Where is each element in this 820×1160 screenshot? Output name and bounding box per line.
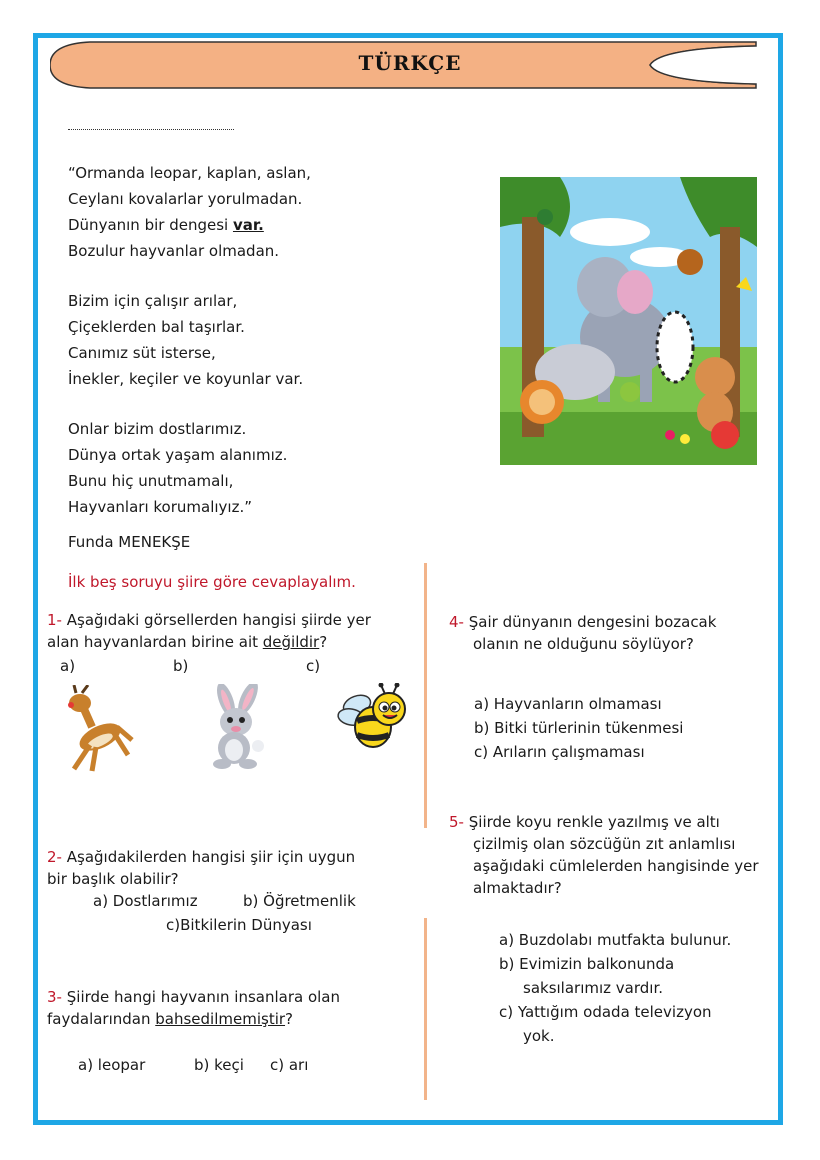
question-number: 3- — [47, 988, 62, 1006]
question-4-options — [474, 692, 683, 764]
poem-stanza-3 — [68, 416, 311, 520]
poem-line: Hayvanları korumalıyız.” — [68, 498, 252, 516]
page-title: TÜRKÇE — [358, 51, 462, 75]
option-b: b) Bitki türlerinin tükenmesi — [474, 719, 684, 737]
poem-line: “Ormanda leopar, kaplan, aslan, — [68, 164, 311, 182]
option-c: c) arı — [270, 1056, 309, 1074]
question-text: Aşağıdakilerden hangisi şiir için uygun — [66, 848, 356, 866]
question-text: ? — [319, 633, 328, 651]
poem-line: Bizim için çalışır arılar, — [68, 292, 238, 310]
poem — [68, 160, 311, 544]
option-b: b) Evimizin balkonunda — [499, 955, 675, 973]
question-number: 2- — [47, 848, 62, 866]
column-divider — [424, 918, 427, 1100]
underlined-word: bahsedilmemiştir — [155, 1010, 286, 1028]
question-text: alan hayvanlardan birine ait — [47, 633, 263, 651]
option-a: a) Hayvanların olmaması — [474, 695, 662, 713]
jungle-animals-illustration — [500, 177, 757, 465]
poem-stanza-2 — [68, 288, 311, 392]
option-a: a) Dostlarımız — [93, 892, 198, 910]
option-a: a) leopar — [78, 1056, 146, 1074]
poem-line: Canımız süt isterse, — [68, 344, 216, 362]
question-5 — [449, 811, 779, 899]
question-text: Aşağıdaki görsellerden hangisi şiirde yer — [66, 611, 371, 629]
poem-line: Çiçeklerden bal taşırlar. — [68, 318, 245, 336]
deer-image — [62, 685, 134, 773]
question-number: 1- — [47, 611, 62, 629]
question-text: bir başlık olabilir? — [47, 870, 179, 888]
poem-line: Bunu hiç unutmamalı, — [68, 472, 234, 490]
question-5-options — [499, 928, 731, 1048]
option-c-label: c) — [306, 657, 321, 675]
poem-line: Onlar bizim dostlarımız. — [68, 420, 247, 438]
poem-line: İnekler, keçiler ve koyunlar var. — [68, 370, 304, 388]
question-text: Şair dünyanın dengesini bozacak — [468, 613, 717, 631]
option-c-continued: yok. — [523, 1027, 555, 1045]
rabbit-image — [200, 684, 270, 770]
option-a: a) Buzdolabı mutfakta bulunur. — [499, 931, 732, 949]
question-text: çizilmiş olan sözcüğün zıt anlamlısı — [473, 835, 736, 853]
highlighted-word: var. — [232, 216, 264, 234]
question-text: Şiirde hangi hayvanın insanlara olan — [66, 988, 341, 1006]
poem-line: Dünya ortak yaşam alanımız. — [68, 446, 288, 464]
bee-image — [335, 683, 409, 753]
question-text: faydalarından — [47, 1010, 156, 1028]
column-divider — [424, 563, 427, 828]
dotted-line — [68, 121, 234, 130]
option-b: b) keçi — [194, 1056, 244, 1074]
option-c: c) Arıların çalışmaması — [474, 743, 645, 761]
question-text: ? — [285, 1010, 294, 1028]
option-c: c)Bitkilerin Dünyası — [166, 916, 312, 934]
underlined-word: değildir — [262, 633, 320, 651]
poem-line: Bozulur hayvanlar olmadan. — [68, 242, 280, 260]
option-b-continued: saksılarımız vardır. — [523, 979, 664, 997]
poem-author: Funda MENEKŞE — [68, 533, 191, 551]
question-text: Şiirde koyu renkle yazılmış ve altı — [468, 813, 720, 831]
option-a-label: a) — [60, 657, 76, 675]
instruction: İlk beş soruyu şiire göre cevaplayalım. — [68, 573, 356, 591]
question-text: almaktadır? — [473, 879, 562, 897]
option-c: c) Yattığım odada televizyon — [499, 1003, 712, 1021]
question-text: aşağıdaki cümlelerden hangisinde yer — [473, 857, 759, 875]
poem-line — [68, 212, 311, 238]
question-2 — [47, 846, 407, 890]
poem-line-text: Dünyanın bir dengesi — [68, 216, 233, 234]
question-number: 4- — [449, 613, 464, 631]
question-text: olanın ne olduğunu söylüyor? — [473, 635, 694, 653]
poem-stanza-1 — [68, 160, 311, 264]
question-1 — [47, 609, 407, 653]
question-4 — [449, 611, 769, 655]
poem-line: Ceylanı kovalarlar yorulmadan. — [68, 190, 303, 208]
option-b-label: b) — [173, 657, 189, 675]
question-3 — [47, 986, 417, 1030]
question-number: 5- — [449, 813, 464, 831]
option-b: b) Öğretmenlik — [243, 892, 356, 910]
